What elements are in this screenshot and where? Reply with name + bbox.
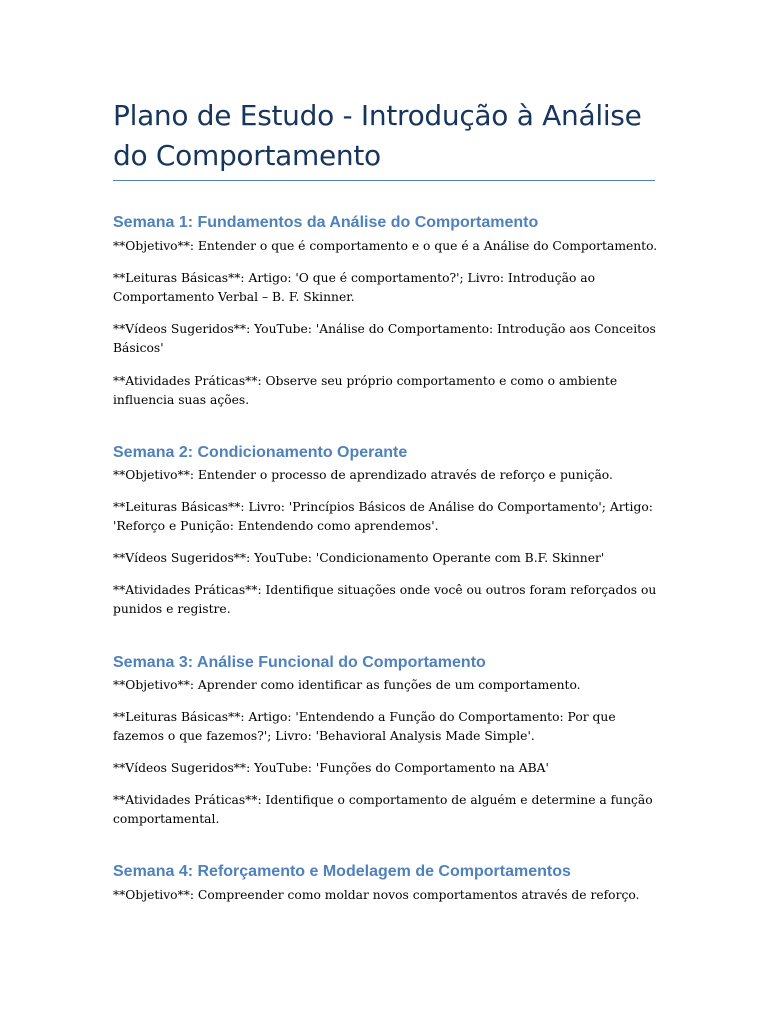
week-3-atividades: **Atividades Práticas**: Identifique o comportamento de alguém e determine a função comportamental. bbox=[113, 793, 653, 826]
week-3-videos: **Vídeos Sugeridos**: YouTube: 'Funções do Comportamento na ABA' bbox=[113, 761, 549, 775]
week-4-heading: Semana 4: Reforçamento e Modelagem de Comportamentos bbox=[113, 863, 571, 880]
document-title: Plano de Estudo - Introdução à Análise do Comportamento bbox=[113, 99, 642, 172]
week-1-atividades: **Atividades Práticas**: Observe seu próprio comportamento e como o ambiente influencia suas ações. bbox=[113, 374, 618, 407]
title-divider bbox=[113, 180, 655, 181]
week-2-heading: Semana 2: Condicionamento Operante bbox=[113, 444, 408, 461]
week-2-videos: **Vídeos Sugeridos**: YouTube: 'Condicionamento Operante com B.F. Skinner' bbox=[113, 551, 605, 565]
week-1-objetivo: **Objetivo**: Entender o que é comportamento e o que é a Análise do Comportamento. bbox=[113, 239, 658, 253]
week-2-atividades: **Atividades Práticas**: Identifique situações onde você ou outros foram reforçados ou punidos e registre. bbox=[113, 583, 657, 616]
week-2-objetivo: **Objetivo**: Entender o processo de aprendizado através de reforço e punição. bbox=[113, 468, 613, 482]
week-2-leituras: **Leituras Básicas**: Livro: 'Princípios Básicos de Análise do Comportamento'; Artigo: 'Reforço e Punição: Entendendo como aprendemos'. bbox=[113, 500, 653, 533]
week-1-leituras: **Leituras Básicas**: Artigo: 'O que é comportamento?'; Livro: Introdução ao Comportamento Verbal – B. F. Skinner. bbox=[113, 271, 595, 304]
week-3-objetivo: **Objetivo**: Aprender como identificar as funções de um comportamento. bbox=[113, 678, 581, 692]
week-3-leituras: **Leituras Básicas**: Artigo: 'Entendendo a Função do Comportamento: Por que fazemos o que fazemos?'; Livro: 'Behavioral Analysis Made Simple'. bbox=[113, 710, 616, 743]
week-4-objetivo: **Objetivo**: Compreender como moldar novos comportamentos através de reforço. bbox=[113, 888, 640, 902]
week-3-heading: Semana 3: Análise Funcional do Comportamento bbox=[113, 654, 486, 671]
week-1-heading: Semana 1: Fundamentos da Análise do Comportamento bbox=[113, 214, 539, 231]
week-1-videos: **Vídeos Sugeridos**: YouTube: 'Análise do Comportamento: Introdução aos Conceitos Básicos' bbox=[113, 322, 656, 355]
